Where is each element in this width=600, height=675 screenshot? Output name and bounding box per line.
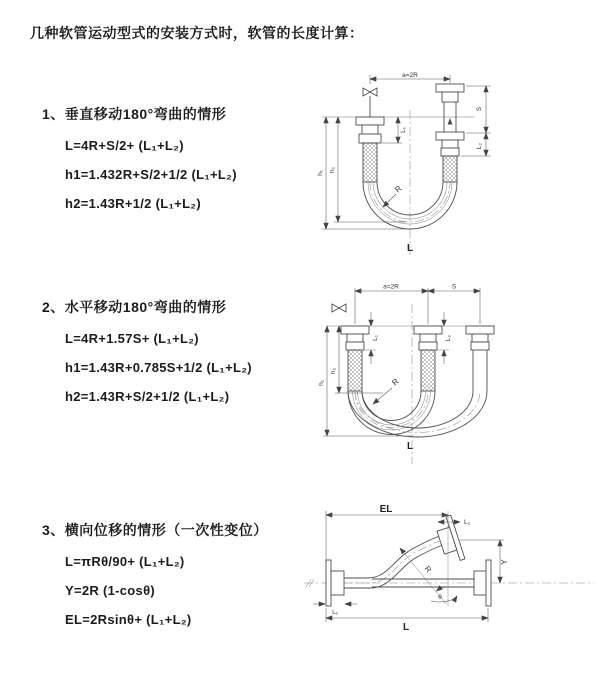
- dim-label-l2: L₂: [464, 519, 471, 526]
- formula-line: EL=2Rsinθ+ (L₁+L₂): [65, 612, 192, 627]
- dim-label-a2r: a=2R: [383, 283, 399, 291]
- length-label: L: [407, 441, 414, 452]
- radius-label: R: [422, 564, 434, 575]
- radius-label: R: [390, 376, 401, 388]
- up-arrow-icon: [448, 118, 453, 125]
- angle-label-theta: θ: [438, 594, 442, 601]
- dim-label-h2: h₂: [329, 166, 336, 174]
- braided-hose: [421, 350, 435, 391]
- page-title: 几种软管运动型式的安装方式时，软管的长度计算：: [30, 25, 364, 41]
- formula-line: h1=1.43R+0.785S+1/2 (L₁+L₂): [65, 360, 252, 375]
- diagram-vertical-180-bend: [310, 70, 600, 260]
- formula-line: h2=1.43R+S/2+1/2 (L₁+L₂): [65, 389, 230, 404]
- dim-label-y: Y: [500, 559, 509, 565]
- formula-line: h2=1.43R+1/2 (L₁+L₂): [65, 196, 202, 211]
- dim-label-s: S: [476, 106, 483, 112]
- formula-line: L=πRθ/90+ (L₁+L₂): [65, 554, 185, 569]
- dim-label-l2: L₂: [476, 142, 483, 150]
- fitting-2: [414, 326, 442, 350]
- dim-label-s: S: [451, 283, 457, 291]
- valve-icon: [332, 304, 346, 312]
- dim-label-l1: L₁: [400, 127, 407, 133]
- fitting-3-displaced: [466, 326, 494, 391]
- left-fitting: [356, 117, 384, 143]
- dim-label-el: EL: [379, 504, 393, 515]
- dim-label-l1: L₁: [332, 609, 338, 616]
- dim-label-l1: L₁: [372, 335, 379, 341]
- section-horizontal-movement: [42, 297, 252, 404]
- dim-label-h1: h₁: [318, 380, 325, 386]
- dim-label-l2: L₂: [445, 334, 452, 342]
- hose-s-curve: [344, 534, 452, 588]
- braided-hose: [348, 350, 362, 391]
- section-2-heading: 2、水平移动180°弯曲的情形: [42, 299, 227, 315]
- radius-label: R: [393, 183, 404, 195]
- formula-line: L=4R+S/2+ (L₁+L₂): [65, 138, 184, 153]
- section-3-heading: 3、横向位移的情形（一次性变位）: [42, 522, 268, 538]
- dim-label-a2r: a=2R: [402, 72, 418, 79]
- braided-hose: [443, 156, 457, 182]
- section-lateral-displacement: [42, 520, 268, 627]
- dim-label-h2: h₂: [330, 367, 337, 375]
- hose-u-bend-displaced: [348, 391, 487, 437]
- section-vertical-movement: [42, 104, 237, 211]
- length-label: L: [407, 243, 414, 254]
- formula-line: h1=1.432R+S/2+1/2 (L₁+L₂): [65, 167, 237, 182]
- valve-icon: [363, 88, 377, 117]
- braided-hose: [363, 143, 377, 182]
- fitting-1: [341, 326, 369, 350]
- length-label: L: [402, 622, 410, 633]
- dim-label-h1: h₁: [317, 170, 324, 176]
- diagram-horizontal-180-bend: [313, 276, 598, 472]
- diagram-lateral-displacement: [298, 498, 600, 643]
- formula-line: L=4R+1.57S+ (L₁+L₂): [65, 331, 199, 346]
- left-flange: [326, 560, 344, 606]
- section-1-heading: 1、垂直移动180°弯曲的情形: [42, 106, 227, 122]
- formula-line: Y=2R (1-cosθ): [65, 583, 156, 598]
